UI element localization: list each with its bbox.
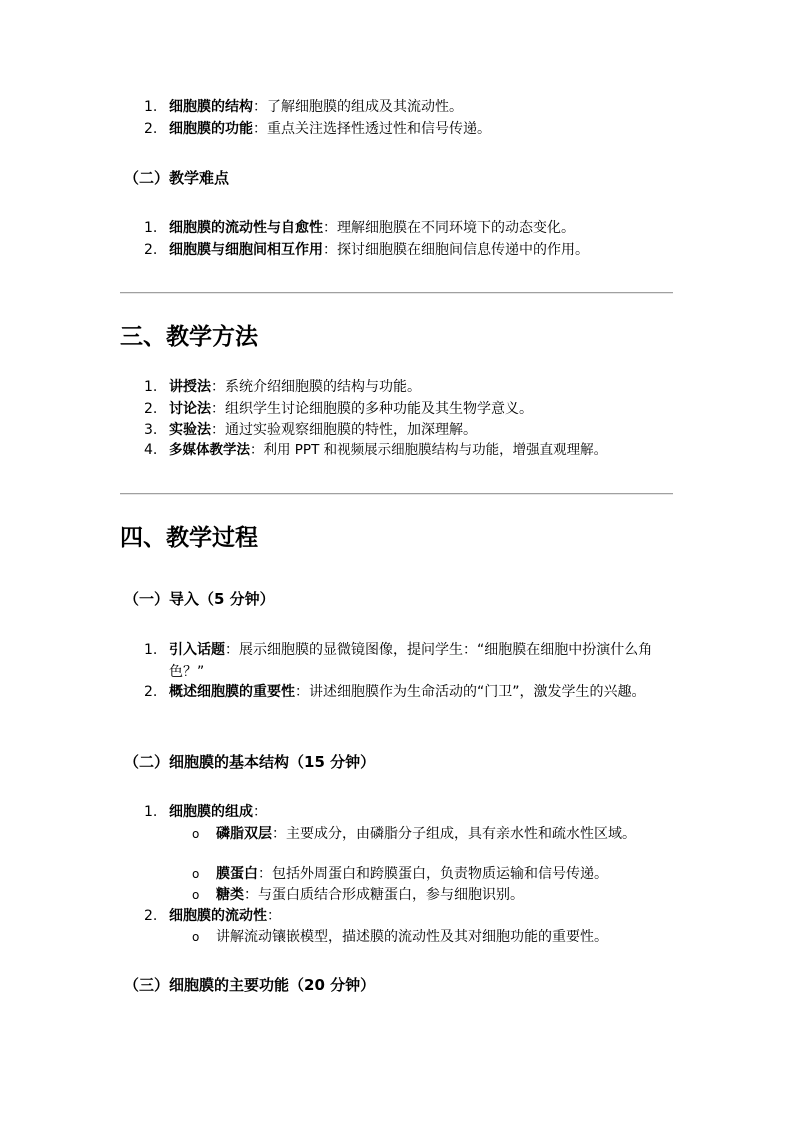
function-heading: （三）细胞膜的主要功能（20 分钟） [124, 976, 376, 994]
item-term: 细胞膜的功能 [169, 121, 253, 137]
item-text: ：与蛋白质结合形成糖蛋白，参与细胞识别。 [244, 887, 524, 903]
list-number: 1. [144, 99, 158, 115]
list-number: 2. [144, 908, 158, 924]
structure-heading: （二）细胞膜的基本结构（15 分钟） [124, 753, 376, 771]
item-text: ：主要成分，由磷脂分子组成，具有亲水性和疏水性区域。 [272, 826, 636, 842]
item-text: ： [267, 908, 281, 924]
item-text: ： [253, 804, 267, 820]
item-term: 实验法 [169, 422, 211, 438]
item-term: 讨论法 [169, 401, 211, 417]
item-term: 磷脂双层 [216, 826, 272, 842]
item-text: ：通过实验观察细胞膜的特性，加深理解。 [211, 422, 477, 438]
item-text: 讲解流动镶嵌模型，描述膜的流动性及其对细胞功能的重要性。 [216, 929, 608, 945]
list-number: 2. [144, 401, 158, 417]
item-term: 多媒体教学法 [169, 442, 250, 458]
item-term: 细胞膜的流动性 [169, 908, 267, 924]
list-number: 2. [144, 684, 158, 700]
item-text: ：系统介绍细胞膜的结构与功能。 [211, 379, 421, 395]
horizontal-rule [120, 493, 673, 495]
item-term: 细胞膜的结构 [169, 99, 253, 115]
item-text: ：组织学生讨论细胞膜的多种功能及其生物学意义。 [211, 401, 533, 417]
list-number: 2. [144, 242, 158, 258]
list-number: 1. [144, 220, 158, 236]
item-term: 细胞膜的流动性与自愈性 [169, 220, 323, 236]
list-item [144, 639, 704, 683]
list-item [144, 681, 704, 725]
bullet-icon: o [192, 867, 200, 881]
horizontal-rule [120, 292, 673, 294]
list-number: 2. [144, 121, 158, 137]
item-text: ：了解细胞膜的组成及其流动性。 [253, 99, 463, 115]
item-term: 细胞膜的组成 [169, 804, 253, 820]
item-term: 细胞膜与细胞间相互作用 [169, 242, 323, 258]
intro-heading: （一）导入（5 分钟） [124, 590, 275, 608]
item-term: 糖类 [216, 887, 244, 903]
process-heading: 四、教学过程 [120, 525, 258, 551]
list-number: 3. [144, 422, 158, 438]
list-number: 1. [144, 804, 158, 820]
item-text: ：探讨细胞膜在细胞间信息传递中的作用。 [323, 242, 589, 258]
item-text: ：包括外周蛋白和跨膜蛋白，负责物质运输和信号传递。 [258, 866, 608, 882]
difficulty-heading: （二）教学难点 [124, 169, 230, 187]
bullet-icon: o [192, 827, 200, 841]
item-text: ：利用 PPT 和视频展示细胞膜结构与功能，增强直观理解。 [250, 442, 608, 458]
list-number: 1. [144, 642, 158, 658]
bullet-icon: o [192, 930, 200, 944]
item-text: ：展示细胞膜的显微镜图像，提问学生：“细胞膜在细胞中扮演什么角色？” [169, 642, 653, 680]
item-term: 概述细胞膜的重要性 [169, 684, 295, 700]
item-text: ：讲述细胞膜作为生命活动的“门卫”，激发学生的兴趣。 [295, 684, 646, 700]
item-text: ：理解细胞膜在不同环境下的动态变化。 [323, 220, 575, 236]
bullet-icon: o [192, 888, 200, 902]
item-term: 讲授法 [169, 379, 211, 395]
list-number: 4. [144, 442, 158, 458]
sub-list-item [192, 823, 682, 867]
item-term: 膜蛋白 [216, 866, 258, 882]
item-term: 引入话题 [169, 642, 225, 658]
methods-heading: 三、教学方法 [120, 324, 258, 350]
list-number: 1. [144, 379, 158, 395]
item-text: ：重点关注选择性透过性和信号传递。 [253, 121, 491, 137]
